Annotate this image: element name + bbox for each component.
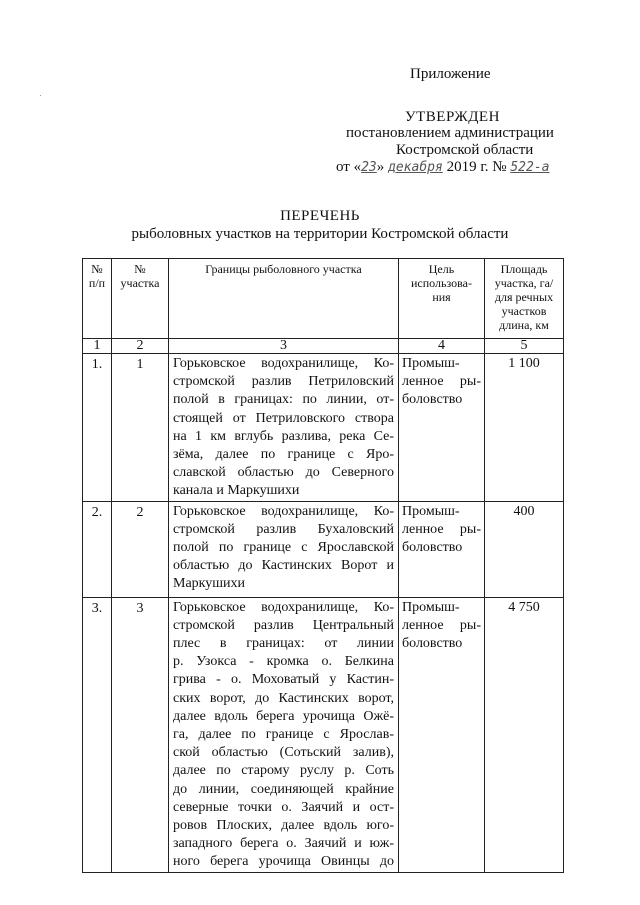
column-number: 2	[112, 339, 169, 354]
decree-line-1: постановлением администрации	[346, 125, 554, 141]
row-index: 1.	[83, 354, 112, 502]
date-day-close: »	[376, 159, 385, 175]
table-header-row	[83, 259, 564, 339]
row-area: 1 100	[485, 354, 564, 502]
header-cell-purpose: Цель использова- ния	[399, 259, 485, 339]
header-cell-index: № п/п	[83, 259, 112, 339]
header-cell-boundary: Границы рыболовного участка	[169, 259, 399, 339]
column-number: 5	[485, 339, 564, 354]
scan-speck	[40, 95, 41, 96]
row-area: 4 750	[485, 597, 564, 872]
row-purpose: Промыш- ленное ры- боловство	[399, 597, 485, 872]
row-plot: 2	[112, 501, 169, 597]
row-boundary: Горьковское водохранилище, Ко- стромской разлив Бухаловский полой по границе с Ярославской областью до Кастинских Ворот и Маркушихи	[169, 501, 399, 597]
appendix-label: Приложение	[410, 66, 491, 82]
column-number-row	[83, 339, 564, 354]
decree-number: 522-а	[510, 160, 550, 175]
header-cell-area: Площадь участка, га/ для речных участков длина, км	[485, 259, 564, 339]
approved-label: УТВЕРЖДЕН	[405, 109, 500, 125]
row-boundary: Горьковское водохранилище, Ко- стромской разлив Центральный плес в границах: от линии р. Узокса - кромка о. Белкина грива - о. Моховатый у Кастин- ских ворот, до Кастинских ворот, далее вдоль берега урочища Ожё- га, далее по границе с Ярослав- ской областью (Сотьский залив), далее по старому руслу р. Соть до линии, соединяющей крайние северные точки о. Заячий и ост- ровов Плоских, далее вдоль юго- западного берега о. Заячий и юж- ного берега урочища Овинцы до	[169, 597, 399, 872]
header-cell-plot: № участка	[112, 259, 169, 339]
column-number: 3	[169, 339, 399, 354]
row-index: 3.	[83, 597, 112, 872]
date-prefix: от «	[336, 159, 362, 175]
row-plot: 3	[112, 597, 169, 872]
decree-day: 23	[361, 160, 377, 175]
row-purpose: Промыш- ленное ры- боловство	[399, 501, 485, 597]
row-area: 400	[485, 501, 564, 597]
row-plot: 1	[112, 354, 169, 502]
column-number: 4	[399, 339, 485, 354]
table-row	[83, 501, 564, 597]
row-index: 2.	[83, 501, 112, 597]
document-subtitle: рыболовных участков на территории Костромской области	[131, 226, 509, 242]
decree-year: 2019 г. №	[446, 159, 507, 175]
decree-date-line	[336, 159, 549, 176]
row-purpose: Промыш- ленное ры- боловство	[399, 354, 485, 502]
decree-month: декабря	[388, 160, 443, 175]
row-boundary: Горьковское водохранилище, Ко- стромской разлив Петриловский полой в границах: по линии, от- стоящей от Петриловского створа на 1 км вглубь разлива, река Се- зёма, далее по границе с Яро- славской областью до Северного канала и Маркушихи	[169, 354, 399, 502]
document-title: ПЕРЕЧЕНЬ	[280, 208, 360, 224]
table-row	[83, 597, 564, 872]
column-number: 1	[83, 339, 112, 354]
table-row	[83, 354, 564, 502]
fishing-plots-table	[82, 258, 564, 873]
decree-line-2: Костромской области	[396, 142, 534, 158]
